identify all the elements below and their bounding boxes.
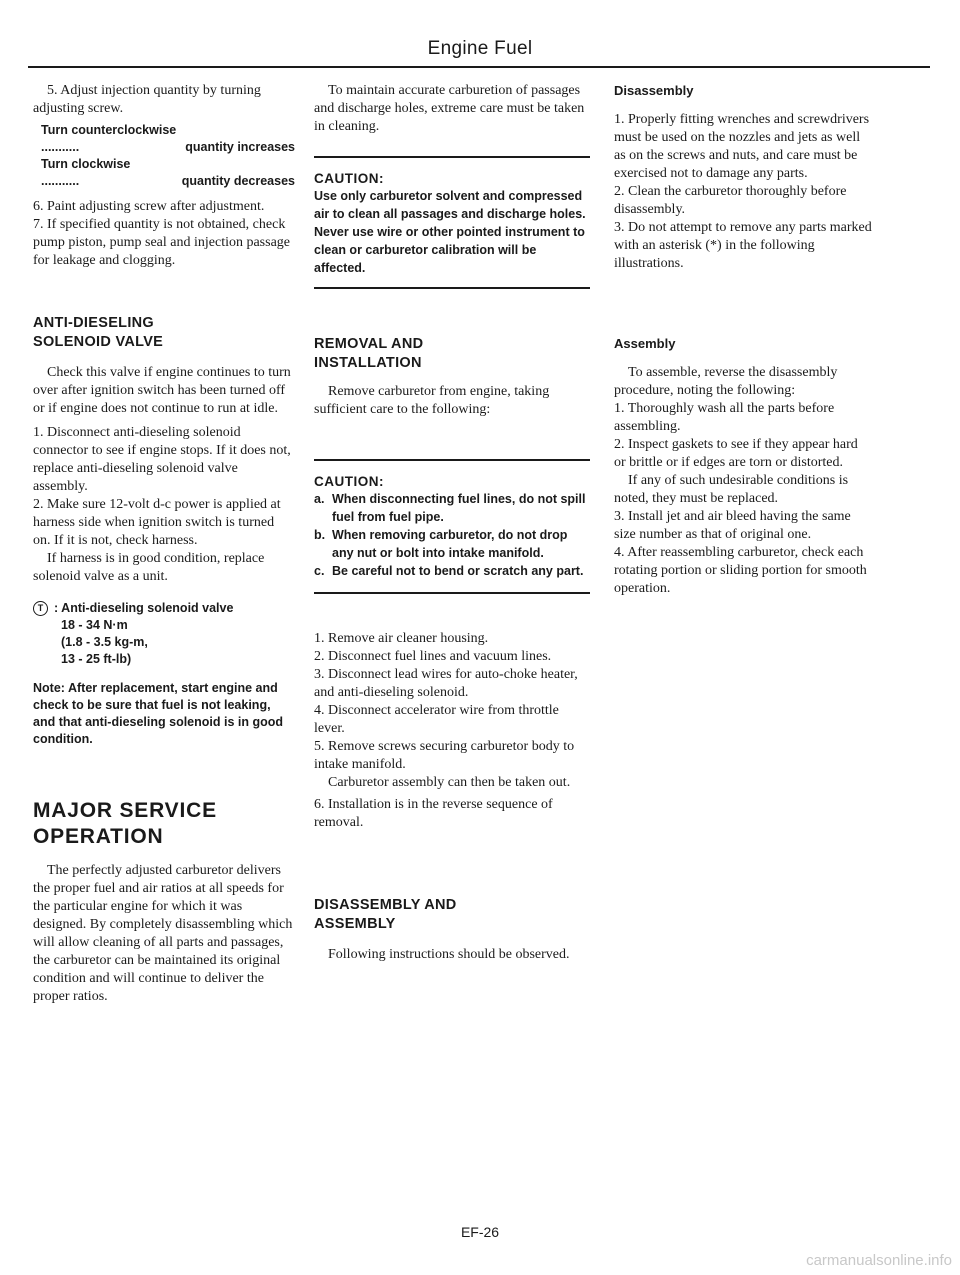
- assembly-step-2-cont: If any of such undesirable conditions is noted, they must be replaced.: [614, 473, 849, 506]
- disassembly-intro: Following instructions should be observed.: [328, 947, 570, 962]
- turn-ccw-dots: ...........: [41, 140, 80, 154]
- step-7-text: 7. If specified quantity is not obtained, check pump piston, pump seal and injection passage for leakage and clogging.: [33, 217, 291, 268]
- caution-2-item-label: c.: [314, 564, 325, 578]
- caution-2-item-label: b.: [314, 528, 326, 542]
- removal-step: 3. Disconnect lead wires for auto-choke heater, and anti-dieseling solenoid.: [314, 667, 578, 700]
- caution-2-item-text: When disconnecting fuel lines, do not spill fuel from fuel pipe.: [332, 492, 586, 524]
- disassembly-assembly-heading-line2: ASSEMBLY: [314, 916, 396, 932]
- removal-step-5-cont: Carburetor assembly can then be taken out.: [328, 775, 571, 790]
- page-header-title: Engine Fuel: [427, 38, 533, 59]
- removal-heading-line1: REMOVAL AND: [314, 336, 424, 352]
- step-5-text: 5. Adjust injection quantity by turning adjusting screw.: [33, 83, 261, 116]
- major-service-text: The perfectly adjusted carburetor delivers the proper fuel and air ratios at all speeds for the particular engine for which it was designed. By completely disassembling which will allow cleaning of all parts and passages, the carburetor can be maintained its original condition and will continue to deliver the proper ratios.: [33, 863, 293, 1004]
- anti-dieseling-intro: Check this valve if engine continues to turn over after ignition switch has been turned off or if engine does not continue to run at idle.: [33, 365, 291, 416]
- caution-1-text: Use only carburetor solvent and compressed air to clean all passages and discharge holes. Never use wire or other pointed instrument to clean or carburetor calibration will be affected.: [314, 189, 586, 275]
- torque-spec: [33, 600, 295, 617]
- disassembly-step: 2. Clean the carburetor thoroughly before disassembly.: [614, 184, 847, 217]
- assembly-step-3: 3. Install jet and air bleed having the same size number as that of original one.: [614, 509, 851, 542]
- header-rule: [28, 66, 930, 68]
- assembly-heading: Assembly: [614, 336, 676, 351]
- caution-2-list: [314, 490, 590, 580]
- note-text: After replacement, start engine and check to be sure that fuel is not leaking, and that anti-dieseling solenoid is in good condition.: [33, 681, 284, 746]
- removal-heading-line2: INSTALLATION: [314, 355, 422, 371]
- turn-cw-label: Turn clockwise: [41, 157, 131, 171]
- page-number: EF-26: [460, 1224, 500, 1240]
- column-1: [33, 82, 295, 1006]
- caution-2-item-text: Be careful not to bend or scratch any part.: [332, 564, 584, 578]
- anti-dieseling-heading-line1: ANTI-DIESELING: [33, 315, 155, 331]
- removal-step: 2. Disconnect fuel lines and vacuum lines.: [314, 649, 552, 664]
- assembly-step-4: 4. After reassembling carburetor, check each rotating portion or sliding portion for smooth operation.: [614, 545, 867, 596]
- removal-step: 4. Disconnect accelerator wire from throttle lever.: [314, 703, 559, 736]
- cleaning-intro: To maintain accurate carburetion of passages and discharge holes, extreme care must be taken in cleaning.: [314, 83, 585, 134]
- caution-2-title: CAUTION:: [314, 474, 384, 489]
- removal-step-6: 6. Installation is in the reverse sequence of removal.: [314, 797, 553, 830]
- turn-cw-dots: ...........: [41, 174, 80, 188]
- torque-label: : Anti-dieseling solenoid valve: [54, 601, 234, 615]
- disassembly-heading: Disassembly: [614, 83, 694, 98]
- turn-cw-row: [33, 173, 295, 190]
- removal-step: 5. Remove screws securing carburetor body to intake manifold.: [314, 739, 575, 772]
- caution-2-item: [314, 562, 590, 580]
- major-service-heading-line1: MAJOR SERVICE: [33, 799, 217, 822]
- removal-intro: Remove carburetor from engine, taking sufficient care to the following:: [314, 384, 550, 417]
- caution-2-item-label: a.: [314, 492, 325, 506]
- assembly-intro: To assemble, reverse the disassembly procedure, noting the following:: [614, 365, 838, 398]
- turn-ccw-label: Turn counterclockwise: [41, 123, 177, 137]
- column-2: [314, 82, 590, 964]
- anti-dieseling-step-2: 2. Make sure 12-volt d-c power is applied at harness side when ignition switch is turned on. If it is not, check harness.: [33, 497, 281, 548]
- turn-cw-result: quantity decreases: [181, 174, 295, 188]
- assembly-step-2: 2. Inspect gaskets to see if they appear hard or brittle or if edges are torn or distorted.: [614, 437, 858, 470]
- note: [33, 680, 295, 748]
- assembly-step-1: 1. Thoroughly wash all the parts before assembling.: [614, 401, 835, 434]
- torque-symbol-icon: T: [33, 601, 48, 616]
- caution-1-title: CAUTION:: [314, 171, 384, 186]
- anti-dieseling-step-2-cont: If harness is in good condition, replace solenoid valve as a unit.: [33, 551, 265, 584]
- anti-dieseling-step-1: 1. Disconnect anti-dieseling solenoid connector to see if engine stops. If it does not, replace anti-dieseling solenoid valve assembly.: [33, 425, 291, 494]
- turn-ccw-row: [33, 139, 295, 156]
- major-service-heading-line2: OPERATION: [33, 825, 164, 848]
- column-3: [614, 82, 872, 598]
- turn-ccw-result: quantity increases: [185, 140, 295, 154]
- removal-step: 1. Remove air cleaner housing.: [314, 631, 489, 646]
- note-label: Note:: [33, 681, 65, 695]
- disassembly-step: 3. Do not attempt to remove any parts marked with an asterisk (*) in the following illustrations.: [614, 220, 872, 271]
- watermark: carmanualsonline.info: [806, 1252, 952, 1269]
- disassembly-step: 1. Properly fitting wrenches and screwdrivers must be used on the nozzles and jets as well as on the screws and nuts, and care must be exercised not to damage any parts.: [614, 112, 870, 181]
- caution-2-item: [314, 526, 590, 562]
- torque-kgm: (1.8 - 3.5 kg-m,: [61, 635, 148, 649]
- step-6-text: 6. Paint adjusting screw after adjustment.: [33, 199, 265, 214]
- disassembly-assembly-heading-line1: DISASSEMBLY AND: [314, 897, 457, 913]
- caution-2-item-text: When removing carburetor, do not drop any nut or bolt into intake manifold.: [332, 528, 568, 560]
- torque-nm: 18 - 34 N·m: [61, 618, 128, 632]
- torque-ftlb: 13 - 25 ft-lb): [61, 652, 132, 666]
- anti-dieseling-heading-line2: SOLENOID VALVE: [33, 334, 164, 350]
- caution-2-item: [314, 490, 590, 526]
